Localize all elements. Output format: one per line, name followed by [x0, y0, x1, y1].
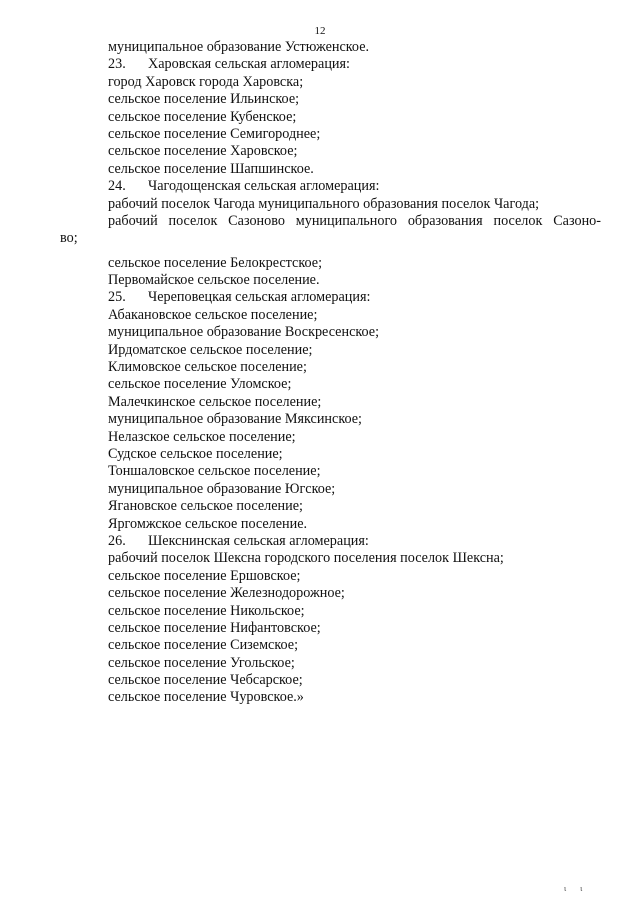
text-line: Первомайское сельское поселение. — [108, 272, 320, 289]
item-number: 24. — [108, 178, 126, 195]
scan-corner-mark: ι ι — [564, 884, 589, 893]
text-line: сельское поселение Чебсарское; — [108, 672, 303, 689]
text-line: Судское сельское поселение; — [108, 445, 283, 462]
text-line: сельское поселение Угольское; — [108, 654, 295, 671]
text-line: сельское поселение Чуровское.» — [108, 689, 304, 706]
list-item-heading — [0, 289, 640, 306]
text-line: сельское поселение Нифантовское; — [108, 619, 321, 636]
text-line: сельское поселение Шапшинское. — [108, 160, 314, 177]
text-line-justified: рабочий поселок Сазоново муниципального образования поселок Сазоно- — [108, 212, 601, 229]
list-item-heading — [0, 178, 640, 195]
text-line: Тоншаловское сельское поселение; — [108, 463, 321, 480]
item-number: 23. — [108, 56, 126, 73]
text-line: Абакановское сельское поселение; — [108, 306, 318, 323]
item-heading: Харовская сельская агломерация: — [148, 56, 350, 73]
text-line: сельское поселение Харовское; — [108, 143, 298, 160]
text-line: сельское поселение Семигороднее; — [108, 125, 321, 142]
text-line: рабочий поселок Шексна городского поселения поселок Шексна; — [108, 550, 504, 567]
text-line: сельское поселение Ершовское; — [108, 567, 301, 584]
item-heading: Шекснинская сельская агломерация: — [148, 532, 369, 549]
text-line: сельское поселение Уломское; — [108, 376, 292, 393]
text-line: Климовское сельское поселение; — [108, 359, 307, 376]
text-line: сельское поселение Никольское; — [108, 602, 305, 619]
text-line-wrapped: во; — [60, 230, 78, 247]
text-line: муниципальное образование Устюженское. — [108, 39, 370, 55]
text-line: муниципальное образование Мяксинское; — [108, 411, 363, 428]
list-item-heading — [0, 533, 640, 550]
text-line: Нелазское сельское поселение; — [108, 428, 296, 445]
text-line: Ягановское сельское поселение; — [108, 498, 303, 515]
text-line: муниципальное образование Воскресенское; — [108, 324, 380, 341]
document-body — [0, 39, 640, 707]
text-line: сельское поселение Сиземское; — [108, 637, 299, 654]
text-line: Ирдоматское сельское поселение; — [108, 341, 313, 358]
item-heading: Череповецкая сельская агломерация: — [148, 289, 371, 306]
text-line: муниципальное образование Югское; — [108, 480, 336, 497]
text-line: сельское поселение Кубенское; — [108, 108, 297, 125]
item-number: 26. — [108, 532, 126, 549]
line-spacer — [0, 248, 640, 255]
text-line: сельское поселение Белокрестское; — [108, 254, 323, 271]
page-number: 12 — [314, 25, 326, 37]
text-line: город Харовск города Харовска; — [108, 73, 304, 90]
text-line: сельское поселение Ильинское; — [108, 91, 300, 108]
text-line: сельское поселение Железнодорожное; — [108, 585, 345, 602]
list-item-heading — [0, 56, 640, 73]
text-line: Яргомжское сельское поселение. — [108, 515, 308, 532]
text-line: рабочий поселок Чагода муниципального образования поселок Чагода; — [108, 195, 540, 212]
text-line: Малечкинское сельское поселение; — [108, 393, 322, 410]
item-heading: Чагодощенская сельская агломерация: — [148, 178, 380, 195]
item-number: 25. — [108, 289, 126, 306]
